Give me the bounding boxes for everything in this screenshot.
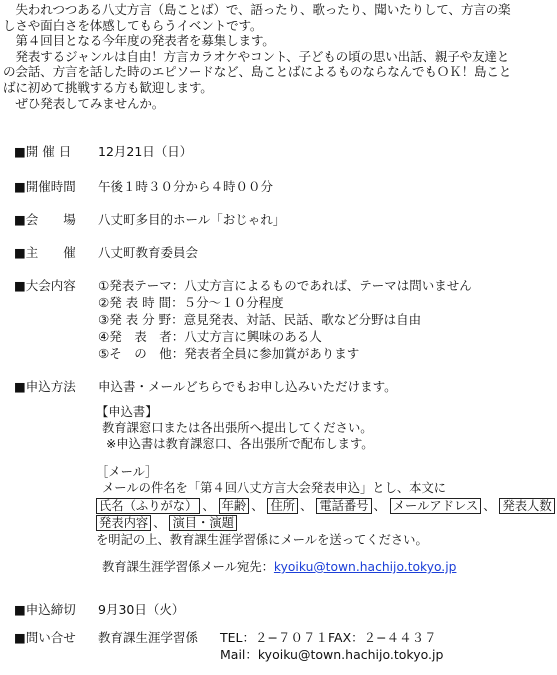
mail-submit-instruction: を明記の上、教育課生涯学習係にメールを送ってください。	[96, 533, 428, 547]
mail-address-row	[96, 559, 456, 575]
contents-item: ①発表テーマ：八丈方言によるものであれば、テーマは問いません	[98, 278, 472, 293]
date-label: ■開 催 日	[14, 144, 72, 159]
intro-paragraph: 失われつつある八丈方言（島ことば）で、語ったり、歌ったり、聞いたりして、方言の楽しさや面白さを体感してもらうイベントです。	[3, 2, 511, 33]
field-email-box: メールアドレス	[390, 498, 481, 514]
contents-item: ②発 表 時 間：５分～１０分程度	[98, 295, 284, 310]
contact-office: 教育課生涯学習係	[98, 630, 199, 645]
field-address-box: 住所	[267, 498, 298, 514]
form-line: 教育課窓口または各出張所へ提出してください。	[102, 421, 373, 435]
intro-paragraph: ぜひ発表してみませんか。	[3, 95, 165, 111]
mail-instruction: メールの件名を「第４回八丈方言大会発表申込」とし、本文に	[102, 481, 447, 495]
field-separator: 、	[300, 499, 313, 513]
form-block	[96, 404, 374, 452]
field-separator: 、	[373, 499, 386, 513]
intro-text	[3, 2, 521, 111]
field-separator: 、	[251, 499, 264, 513]
intro-paragraph: 第４回目となる今年度の発表者を募集します。	[3, 33, 275, 49]
application-label: ■申込方法	[14, 379, 76, 394]
intro-paragraph: 発表するジャンルは自由！方言カラオケやコント、子どもの頃の思い出話、親子や友達との会話、方言を話した時のエピソードなど、島ことばによるものならなんでもＯＫ！島ことばに初めて挑戦する方も歓迎します。	[3, 48, 512, 95]
contents-item: ⑤そ の 他：発表者全員に参加賞があります	[98, 346, 360, 361]
field-separator: 、	[202, 499, 215, 513]
contents-label: ■大会内容	[14, 278, 76, 293]
time-value: 午後１時３０分から４時００分	[98, 179, 274, 194]
field-age-box: 年齢	[219, 498, 250, 514]
field-phone-box: 電話番号	[316, 498, 371, 514]
contents-list	[98, 277, 472, 362]
contents-item: ③発 表 分 野：意見発表、対話、民話、歌など分野は自由	[98, 312, 422, 327]
venue-value: 八丈町多目的ホール「おじゃれ」	[98, 212, 286, 227]
field-separator: 、	[483, 499, 496, 513]
mail-heading: ［メール］	[96, 465, 158, 479]
host-value: 八丈町教育委員会	[98, 245, 199, 260]
contact-label: ■問い合せ	[14, 630, 76, 645]
field-title-box: 演目・演題	[169, 515, 237, 531]
contact-fax: FAX：２−４４３７	[328, 630, 437, 645]
date-value: 12月21日（日）	[98, 144, 193, 159]
mail-address-label: 教育課生涯学習係メール宛先：	[102, 560, 274, 574]
contact-phone: TEL：２−７０７１	[220, 630, 328, 645]
deadline-label: ■申込締切	[14, 602, 76, 617]
field-count-box: 発表人数	[499, 498, 554, 514]
venue-label: ■会 場	[14, 212, 76, 227]
contents-item: ④発 表 者：八丈方言に興味のある人	[98, 329, 322, 344]
host-label: ■主 催	[14, 245, 76, 260]
form-note: ※申込書は教育課窓口、各出張所で配布します。	[106, 437, 374, 451]
deadline-value: 9月30日（火）	[98, 602, 185, 617]
field-name-box: 氏名（ふりがな）	[96, 498, 200, 514]
contact-mail: Mail：kyoiku@town.hachijo.tokyo.jp	[220, 647, 444, 662]
mail-block	[96, 464, 446, 496]
field-separator: 、	[153, 516, 166, 530]
form-heading: 【申込書】	[96, 405, 158, 419]
field-content-box: 発表内容	[96, 515, 151, 531]
mail-fields	[96, 498, 557, 549]
application-intro: 申込書・メールどちらでもお申し込みいただけます。	[98, 379, 397, 394]
time-label: ■開催時間	[14, 179, 76, 194]
email-link[interactable]: kyoiku@town.hachijo.tokyo.jp	[273, 560, 457, 574]
